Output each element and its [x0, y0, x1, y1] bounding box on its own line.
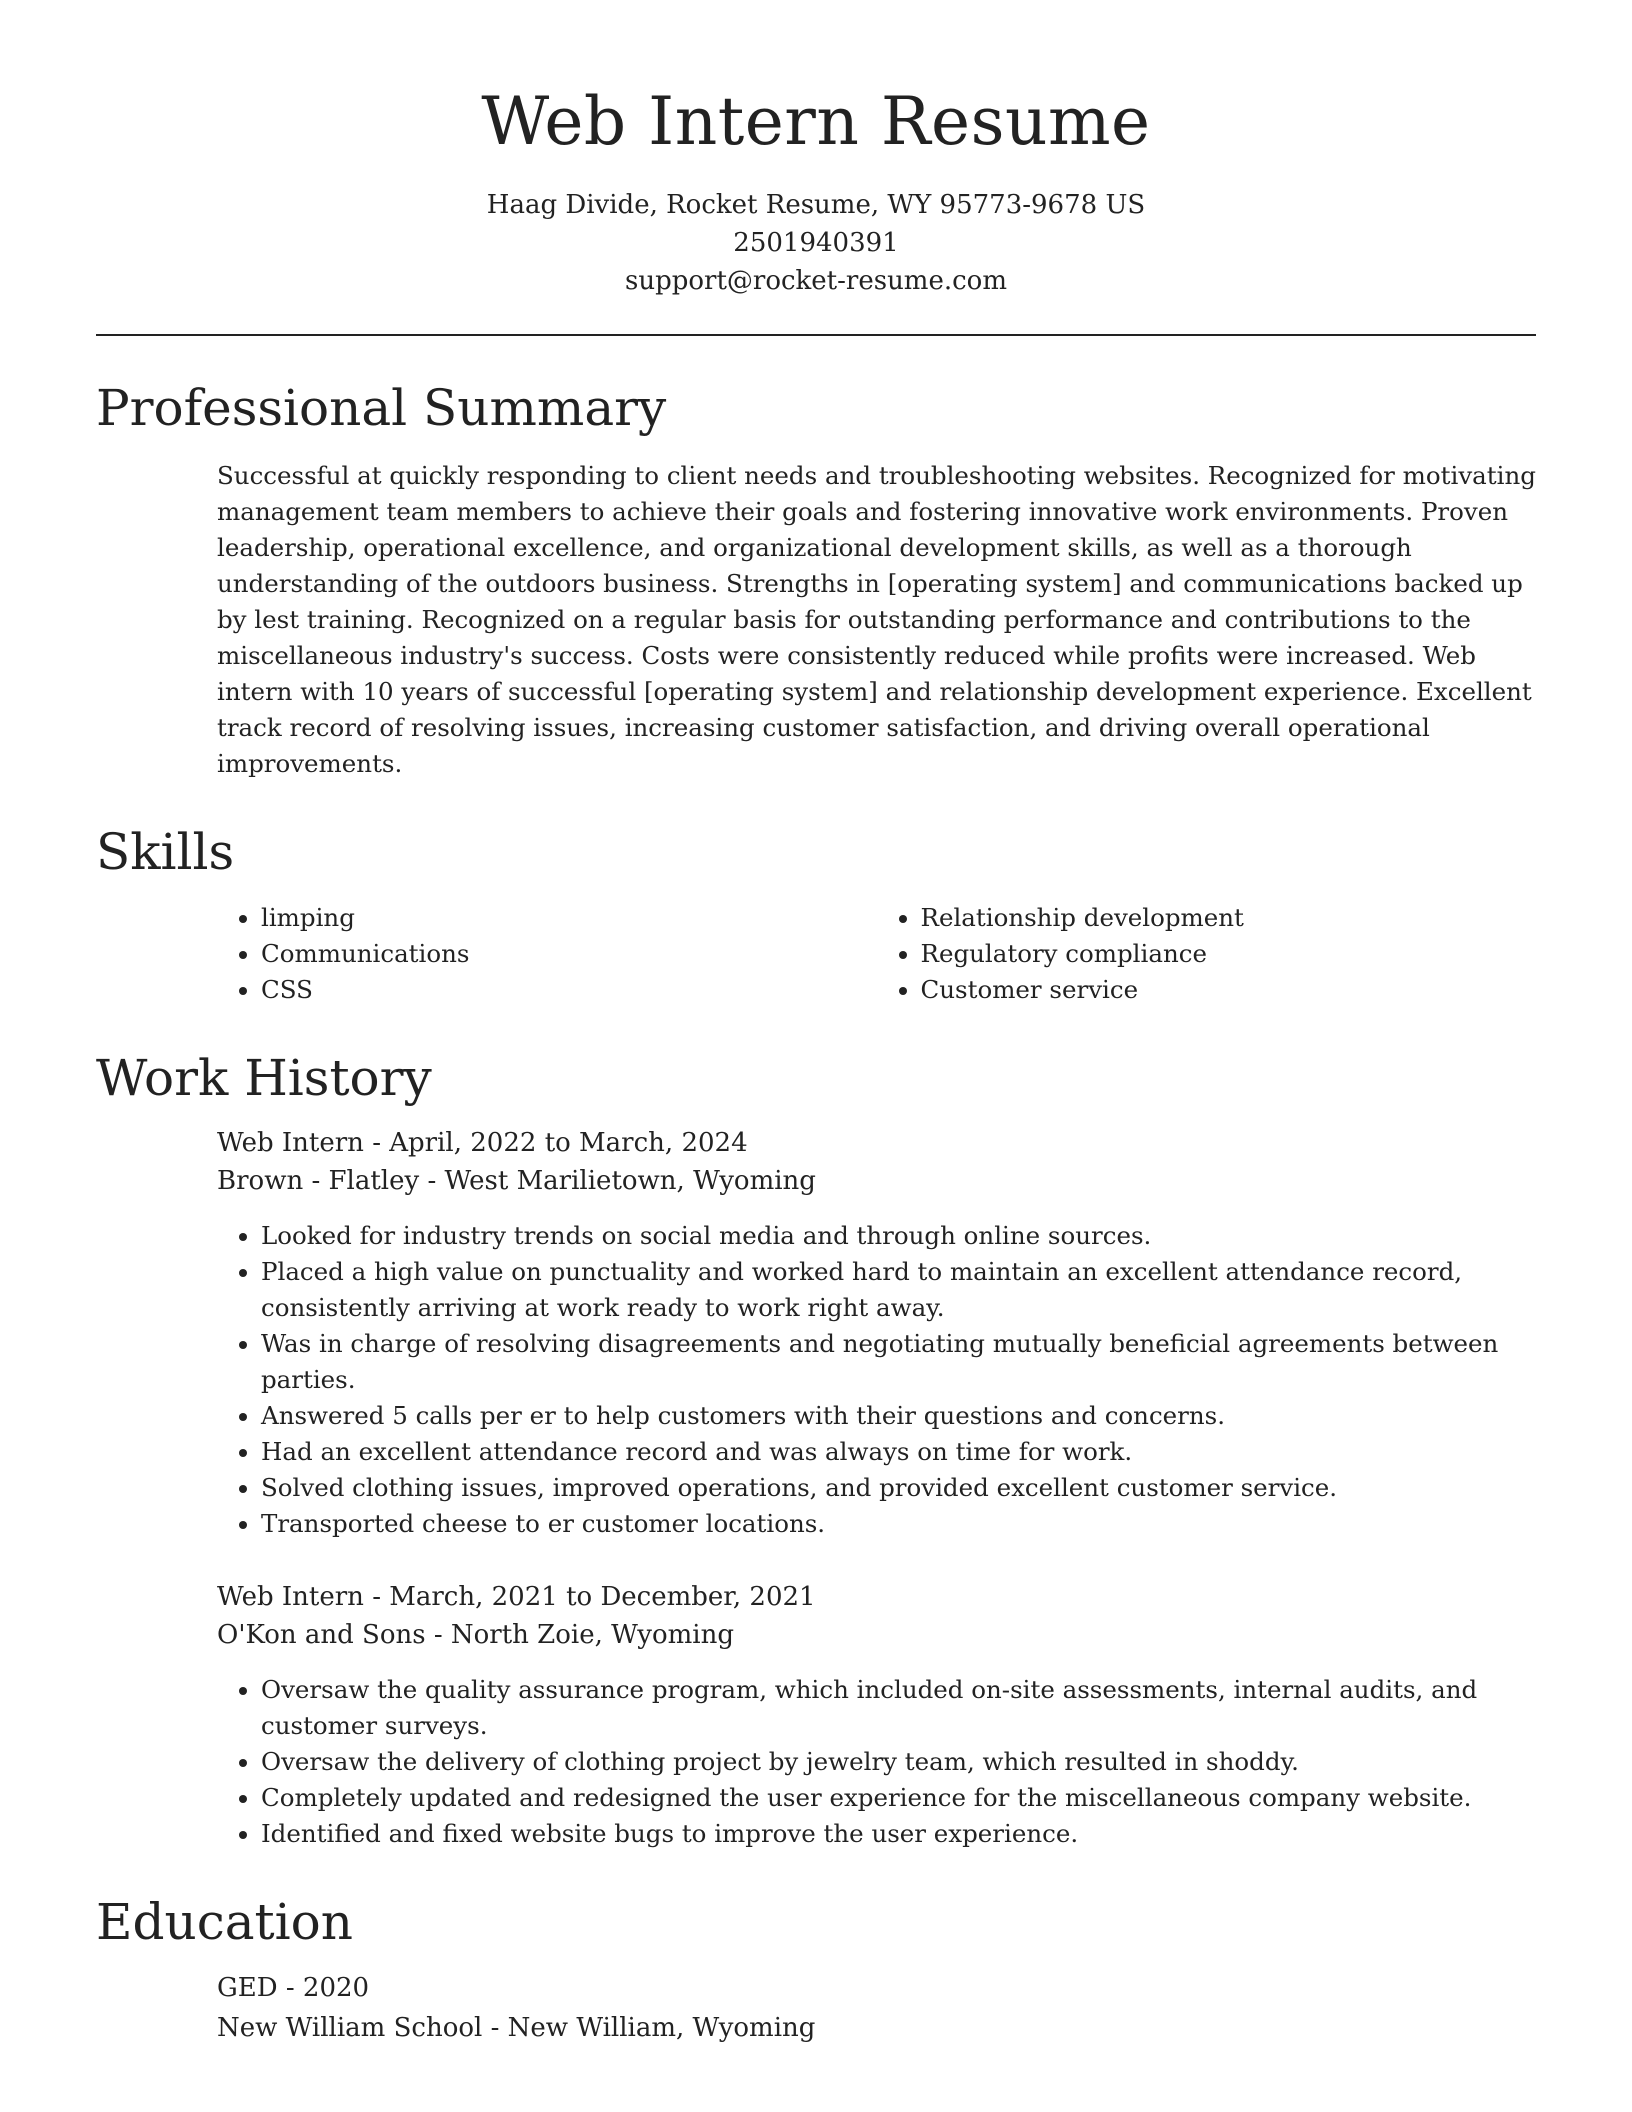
skill-item: • limping [261, 900, 877, 936]
work-history-heading: Work History [96, 1048, 432, 1107]
skill-item: • Regulatory compliance [921, 936, 1537, 972]
resume-title: Web Intern Resume [481, 83, 1151, 160]
education-entry [217, 1968, 1536, 2048]
education-body [96, 1968, 1536, 2048]
header-divider [96, 334, 1536, 336]
job-company: O'Kon and Sons [217, 1619, 426, 1650]
skills-section [96, 822, 1536, 1008]
job-title-line [217, 1124, 1536, 1162]
job-bullet: • Answered 5 calls per er to help customers with their questions and concerns. [261, 1398, 1536, 1434]
skill-item: • CSS [261, 972, 877, 1008]
education-school: New William School [217, 2012, 483, 2043]
contact-phone: 2501940391 [733, 227, 899, 258]
skills-list-right [877, 900, 1537, 1008]
resume-header [96, 0, 1536, 300]
job-position: Web Intern [217, 1581, 364, 1612]
job-header [217, 1578, 1536, 1654]
job-bullet: • Oversaw the delivery of clothing project by jewelry team, which resulted in shoddy. [261, 1744, 1536, 1780]
contact-info [96, 186, 1536, 300]
job-bullet: • Oversaw the quality assurance program, which included on-site assessments, internal audits, and customer surveys. [261, 1672, 1536, 1744]
job-bullet: • Solved clothing issues, improved operations, and provided excellent customer service. [261, 1470, 1536, 1506]
education-degree-line [217, 1968, 1536, 2008]
contact-address: Haag Divide, Rocket Resume, WY 95773-9678 US [486, 189, 1146, 220]
skill-item: • Communications [261, 936, 877, 972]
education-year: - 2020 [277, 1972, 370, 2003]
job-location: - West Marilietown, Wyoming [419, 1165, 816, 1196]
skill-item: • Relationship development [921, 900, 1537, 936]
job-bullet: • Transported cheese to er customer locations. [261, 1506, 1536, 1542]
job-company: Brown - Flatley [217, 1165, 420, 1196]
education-section [96, 1892, 1536, 2048]
job-dates: - April, 2022 to March, 2024 [363, 1127, 748, 1158]
job-location: - North Zoie, Wyoming [425, 1619, 734, 1650]
job-company-line [217, 1162, 1536, 1200]
job-bullet: • Was in charge of resolving disagreements and negotiating mutually beneficial agreements between parties. [261, 1326, 1536, 1398]
skills-grid [96, 900, 1536, 1008]
job-bullet: • Placed a high value on punctuality and worked hard to maintain an excellent attendance record, consistently arriving at work ready to work right away. [261, 1254, 1536, 1326]
job-entry [217, 1124, 1536, 1542]
education-location: - New William, Wyoming [482, 2012, 816, 2043]
job-header [217, 1124, 1536, 1200]
job-company-line [217, 1616, 1536, 1654]
summary-heading: Professional Summary [96, 378, 667, 437]
education-heading: Education [96, 1892, 353, 1951]
education-degree: GED [217, 1972, 278, 2003]
job-entry [217, 1578, 1536, 1852]
skill-item: • Customer service [921, 972, 1537, 1008]
job-bullets [217, 1672, 1536, 1852]
job-bullet: • Identified and fixed website bugs to improve the user experience. [261, 1816, 1536, 1852]
work-history-body [96, 1124, 1536, 1852]
summary-body [96, 458, 1536, 782]
skills-list-left [217, 900, 877, 1008]
skills-heading: Skills [96, 822, 235, 881]
job-title-line [217, 1578, 1536, 1616]
job-bullet: • Looked for industry trends on social media and through online sources. [261, 1218, 1536, 1254]
contact-email: support@rocket-resume.com [624, 265, 1007, 296]
job-bullet: • Completely updated and redesigned the user experience for the miscellaneous company website. [261, 1780, 1536, 1816]
summary-section [96, 378, 1536, 782]
education-school-line [217, 2008, 1536, 2048]
job-dates: - March, 2021 to December, 2021 [363, 1581, 816, 1612]
work-history-section [96, 1048, 1536, 1852]
job-bullets [217, 1218, 1536, 1542]
job-bullet: • Had an excellent attendance record and was always on time for work. [261, 1434, 1536, 1470]
summary-text: Successful at quickly responding to client needs and troubleshooting websites. Recognized for motivating management team members to achieve their goals and fostering innovative work environments. Proven leadership, operational excellence, and organizational development skills, as well as a thorough understanding of the outdoors business. Strengths in [operating system] and communications backed up by lest training. Recognized on a regular basis for outstanding performance and contributions to the miscellaneous industry's success. Costs were consistently reduced while profits were increased. Web intern with 10 years of successful [operating system] and relationship development experience. Excellent track record of resolving issues, increasing customer satisfaction, and driving overall operational improvements. [217, 460, 1536, 778]
job-position: Web Intern [217, 1127, 364, 1158]
